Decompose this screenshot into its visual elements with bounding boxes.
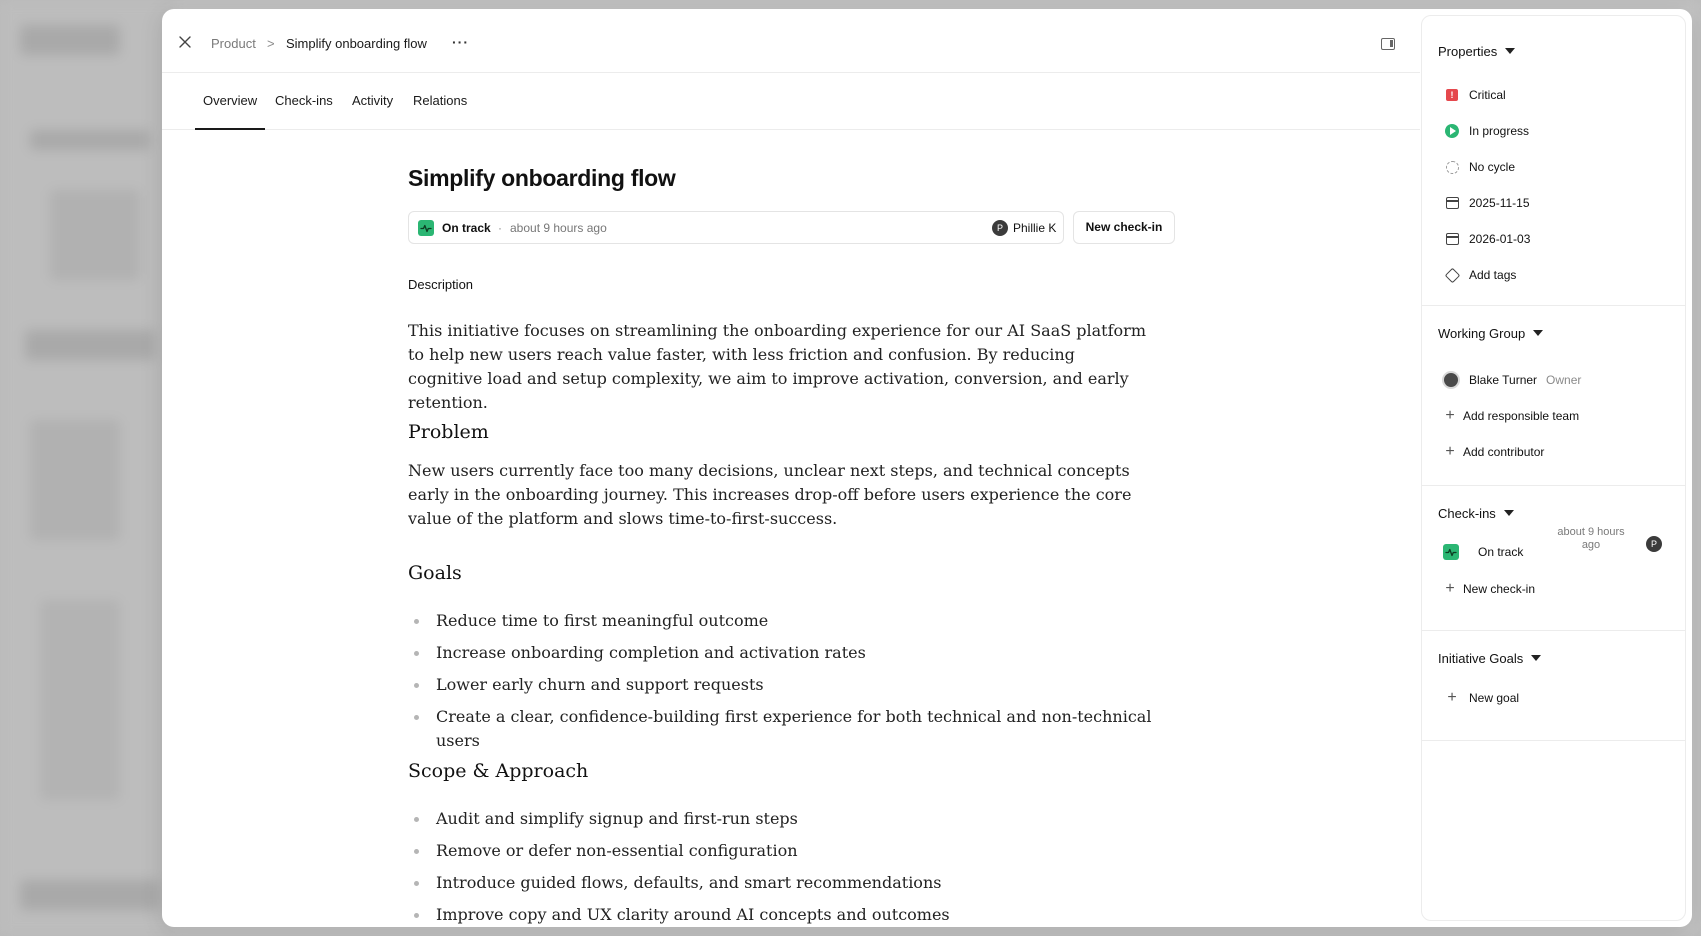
critical-icon: ! <box>1444 87 1460 103</box>
status-pulse-icon <box>418 220 434 236</box>
tab-relations[interactable]: Relations <box>413 93 468 108</box>
initiative-goals-heading-label: Initiative Goals <box>1438 651 1524 666</box>
avatar: P <box>992 220 1008 236</box>
status-time: about 9 hours ago <box>510 221 607 235</box>
status-bar[interactable] <box>408 211 1064 244</box>
background-block <box>30 130 150 150</box>
avatar <box>1441 372 1461 388</box>
owner-role: Owner <box>1546 373 1582 387</box>
target-date-property[interactable] <box>1438 229 1530 249</box>
start-date-value: 2025-11-15 <box>1469 196 1530 210</box>
status-value: In progress <box>1469 124 1530 138</box>
scope-heading: Scope & Approach <box>408 760 589 782</box>
plus-icon: + <box>1445 443 1455 460</box>
add-responsible-team-button[interactable] <box>1438 406 1579 426</box>
more-icon[interactable]: ··· <box>452 34 469 50</box>
cycle-property[interactable] <box>1438 157 1515 177</box>
list-item: Remove or defer non-essential configuration <box>408 839 1168 871</box>
list-item: Create a clear, confidence-building first experience for both technical and non-technical users <box>408 705 1168 737</box>
priority-value: Critical <box>1469 88 1506 102</box>
modal-header <box>162 9 1420 73</box>
check-ins-heading-label: Check-ins <box>1438 506 1496 521</box>
tab-check-ins[interactable]: Check-ins <box>275 93 333 108</box>
check-ins-section <box>1422 486 1685 631</box>
close-button[interactable] <box>176 33 194 51</box>
background-block <box>20 25 120 55</box>
owner-name: Blake Turner <box>1469 373 1538 387</box>
initiative-goals-section <box>1422 631 1685 741</box>
breadcrumb-separator: > <box>267 36 275 51</box>
add-responsible-team-label: Add responsible team <box>1463 409 1580 423</box>
page-title: Simplify onboarding flow <box>408 165 676 191</box>
list-item: Audit and simplify signup and first-run steps <box>408 807 1168 839</box>
add-tags-button[interactable] <box>1438 265 1516 285</box>
properties-heading[interactable] <box>1438 44 1515 59</box>
properties-sidebar <box>1421 15 1686 921</box>
working-group-heading[interactable] <box>1438 326 1543 341</box>
working-group-heading-label: Working Group <box>1438 326 1526 341</box>
new-check-in-button[interactable]: New check-in <box>1073 211 1175 244</box>
scope-list <box>408 807 1168 927</box>
problem-heading: Problem <box>408 421 489 443</box>
tab-activity[interactable]: Activity <box>352 93 394 108</box>
background-block <box>50 190 140 280</box>
add-contributor-label: Add contributor <box>1463 445 1545 459</box>
panel-toggle-icon[interactable] <box>1381 38 1395 50</box>
background-block <box>25 330 155 360</box>
main-pane <box>162 9 1420 927</box>
list-item: Introduce guided flows, defaults, and smart recommendations <box>408 871 1168 903</box>
status-user: Phillie K <box>1013 221 1057 235</box>
status-pulse-icon <box>1443 544 1459 560</box>
new-check-in-sidebar-button[interactable] <box>1438 579 1535 599</box>
working-group-section <box>1422 306 1685 486</box>
intro-paragraph: This initiative focuses on streamlining the onboarding experience for our AI SaaS platform to help new users reach value faster, with less friction and confusion. By reducing cognitive load and setup complexity, we aim to improve activation, conversion, and early retention. <box>408 321 1146 412</box>
check-in-status: On track <box>1478 545 1524 559</box>
no-cycle-icon <box>1444 159 1460 175</box>
breadcrumb-parent[interactable]: Product <box>211 36 256 51</box>
status-property[interactable] <box>1438 121 1529 141</box>
tab-bar <box>162 73 1420 130</box>
start-date-property[interactable] <box>1438 193 1530 213</box>
new-goal-label: New goal <box>1469 691 1520 705</box>
plus-icon: + <box>1445 407 1455 424</box>
overview-content <box>408 130 1188 927</box>
background-block <box>40 600 120 800</box>
check-ins-heading[interactable] <box>1438 506 1514 521</box>
calendar-start-icon <box>1444 195 1460 211</box>
plus-icon: + <box>1447 689 1457 706</box>
tag-icon <box>1444 267 1460 283</box>
properties-heading-label: Properties <box>1438 44 1498 59</box>
calendar-target-icon <box>1444 231 1460 247</box>
status-label: On track <box>442 221 491 235</box>
plus-icon: + <box>1445 580 1455 597</box>
caret-down-icon <box>1533 330 1543 336</box>
properties-section <box>1422 16 1685 306</box>
latest-check-in[interactable] <box>1438 542 1523 562</box>
initiative-modal <box>162 9 1692 927</box>
add-contributor-button[interactable] <box>1438 442 1544 462</box>
avatar: P <box>1646 536 1662 552</box>
target-date-value: 2026-01-03 <box>1469 232 1531 246</box>
description-label: Description <box>408 277 474 292</box>
priority-property[interactable] <box>1438 85 1506 105</box>
breadcrumb-current: Simplify onboarding flow <box>286 36 427 51</box>
cycle-value: No cycle <box>1469 160 1516 174</box>
list-item: Improve copy and UX clarity around AI concepts and outcomes <box>408 903 1168 927</box>
list-item: Reduce time to first meaningful outcome <box>408 609 1168 641</box>
check-in-time: about 9 hours ago <box>1557 526 1625 551</box>
problem-paragraph: New users currently face too many decisions, unclear next steps, and technical concepts early in the onboarding journey. This increases drop-off before users experience the core value of the platform and slows time-to-first-success. <box>408 461 1132 528</box>
in-progress-icon <box>1444 123 1460 139</box>
goals-list <box>408 609 1168 750</box>
caret-down-icon <box>1531 655 1541 661</box>
owner-row[interactable] <box>1438 370 1581 390</box>
initiative-goals-heading[interactable] <box>1438 651 1541 666</box>
status-separator: · <box>498 221 502 235</box>
new-check-in-label: New check-in <box>1463 582 1536 596</box>
tab-overview[interactable]: Overview <box>195 73 265 130</box>
background-block <box>30 420 120 540</box>
caret-down-icon <box>1505 48 1515 54</box>
caret-down-icon <box>1504 510 1514 516</box>
close-icon <box>179 36 191 48</box>
add-tags-label: Add tags <box>1469 268 1517 282</box>
goals-heading: Goals <box>408 562 462 584</box>
new-goal-button[interactable] <box>1438 688 1519 708</box>
list-item: Lower early churn and support requests <box>408 673 1168 705</box>
background-block <box>20 880 160 910</box>
list-item: Increase onboarding completion and activation rates <box>408 641 1168 673</box>
